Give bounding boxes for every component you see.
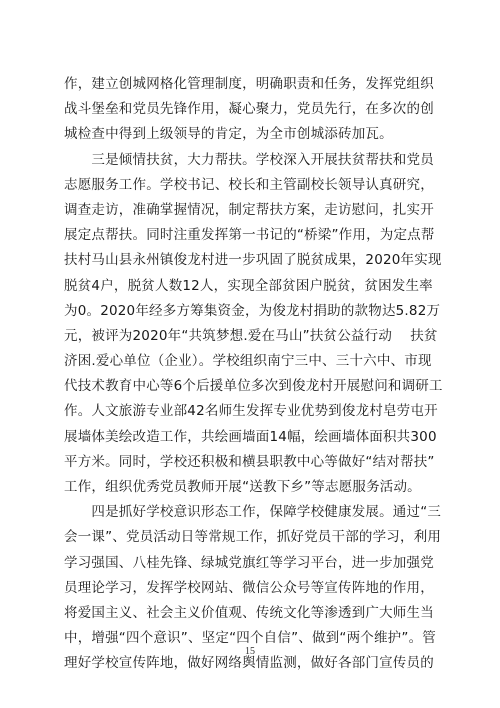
text-line: 员理论学习，发挥学校网站、微信公众号等宣传阵地的作用，: [64, 579, 434, 596]
text-line: 调查走访，准确掌握情况，制定帮扶方案，走访慰问，扎实开: [64, 201, 434, 218]
text-line: 志愿服务工作。学校书记、校长和主管副校长领导认真研究，: [64, 176, 434, 193]
text-line: 城检查中得到上级领导的肯定，为全市创城添砖加瓦。: [64, 126, 393, 143]
text-line: 战斗堡垒和党员先锋作用，凝心聚力，党员先行，在多次的创: [64, 101, 434, 118]
text-line: 扶村马山县永州镇俊龙村进一步巩固了脱贫成果，2020年实现: [64, 252, 442, 269]
page-number: 15: [245, 646, 255, 657]
text-line: 平方米。同时，学校还积极和横县职教中心等做好“结对帮扶”: [64, 453, 435, 470]
text-line: 作，建立创城网格化管理制度，明确职责和任务，发挥党组织: [64, 76, 434, 92]
text-line: 脱贫4户，脱贫人数12人，实现全部贫困户脱贫，贫困发生率: [64, 277, 433, 294]
text-line: 为0。2020年经多方筹集资金，为俊龙村捐助的款物达5.82万: [64, 302, 441, 319]
text-line: 理好学校宣传阵地，做好网络舆情监测，做好各部门宣传员的: [64, 655, 434, 672]
text-line: 代技术教育中心等6个后援单位多次到俊龙村开展慰问和调研工: [64, 378, 443, 395]
text-line: 中，增强“四个意识”、坚定“四个自信”、做到“两个维护”。管: [64, 630, 436, 647]
text-line: 济困.爱心单位（企业）。学校组织南宁三中、三十六中、市现: [64, 353, 432, 370]
text-line: 元，被评为2020年“共筑梦想.爱在马山”扶贫公益行动 扶贫: [64, 327, 438, 344]
text-line: 展墙体美绘改造工作，共绘画墙面14幅，绘画墙体面积共300: [64, 428, 437, 445]
text-line: 工作，组织优秀党员教师开展“送教下乡”等志愿服务活动。: [64, 479, 421, 495]
body-text: [64, 72, 444, 677]
text-line: 会一课”、党员活动日等常规工作，抓好党员干部的学习，利用: [64, 529, 442, 546]
text-line: 展定点帮扶。同时注重发挥第一书记的“桥梁”作用，为定点帮: [64, 227, 435, 244]
text-line: 学习强国、八桂先锋、绿城党旗红等学习平台，进一步加强党: [64, 554, 434, 571]
text-line: 四是抓好学校意识形态工作，保障学校健康发展。通过“三: [64, 504, 442, 521]
text-line: 将爱国主义、社会主义价值观、传统文化等渗透到广大师生当: [64, 604, 434, 621]
text-line: 三是倾情扶贫，大力帮扶。学校深入开展扶贫帮扶和党员: [64, 151, 434, 168]
text-line: 作。人文旅游专业部42名师生发挥专业优势到俊龙村皂劳屯开: [64, 403, 438, 420]
